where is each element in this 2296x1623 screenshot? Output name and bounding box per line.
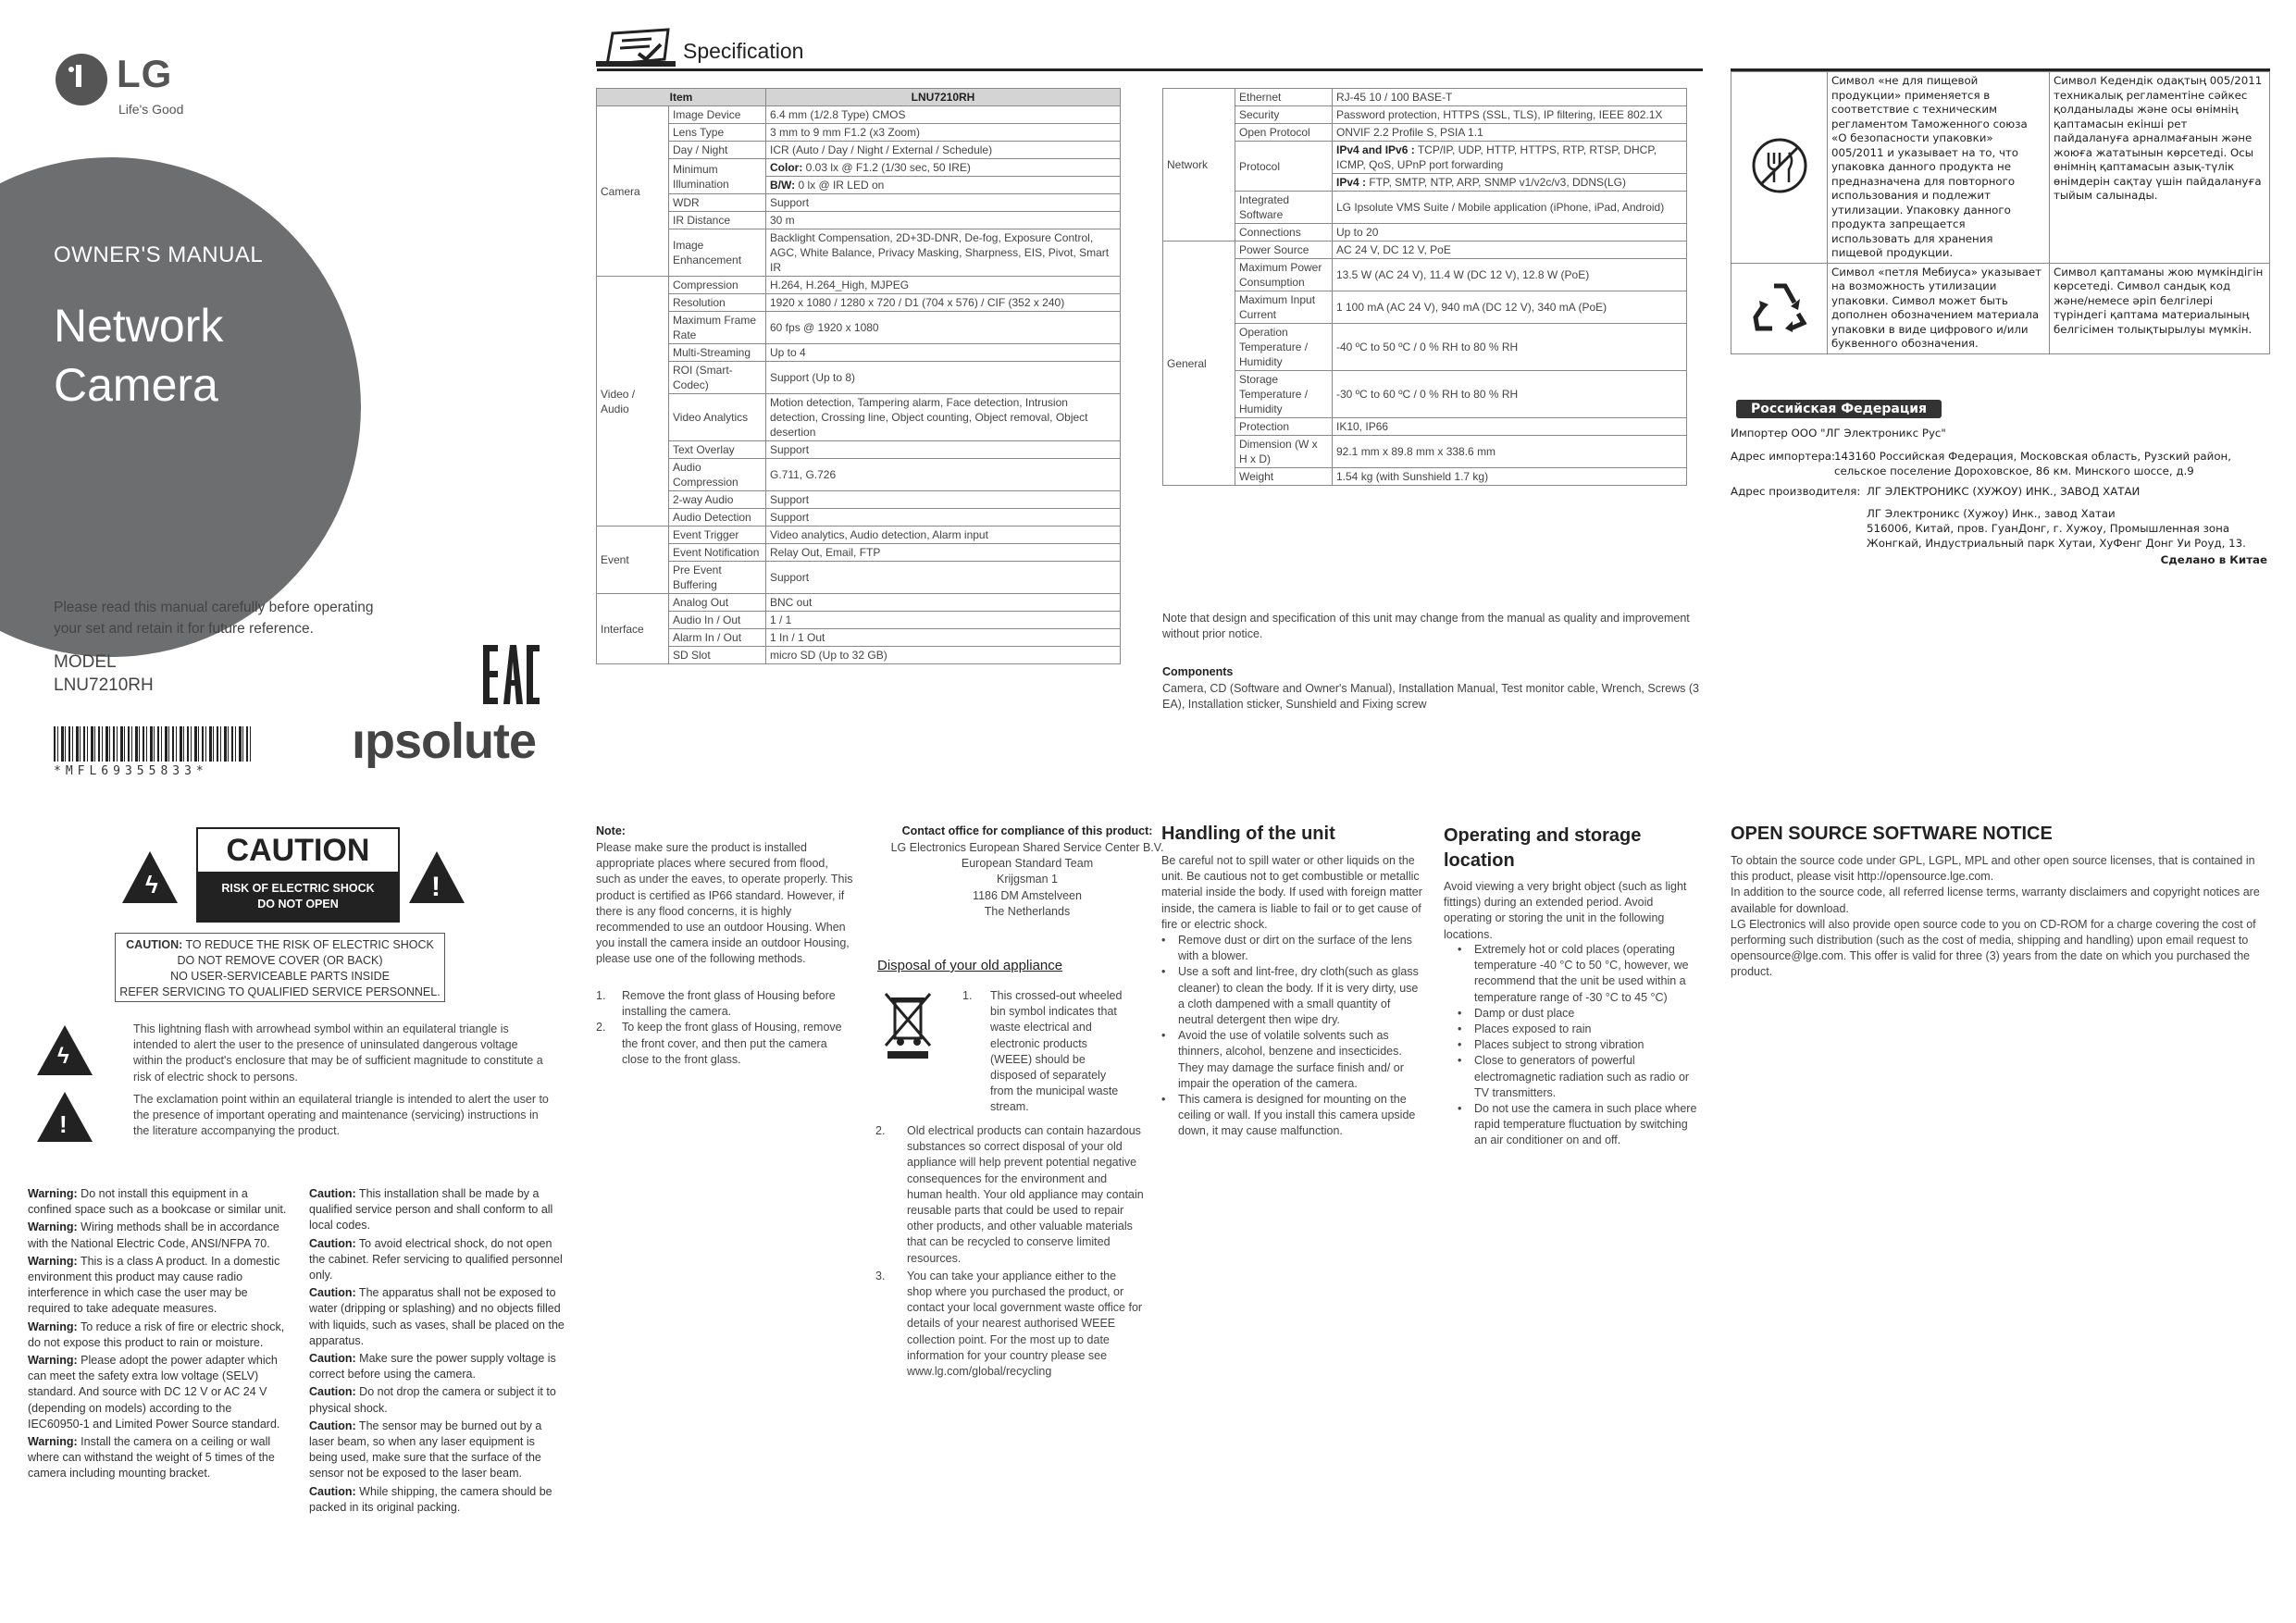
spec-value: Support	[766, 491, 1121, 509]
spec-value: B/W: 0 lx @ IR LED on	[766, 177, 1121, 194]
spec-value: IK10, IP66	[1333, 418, 1687, 436]
barcode-number: *MFL69355833*	[54, 764, 208, 778]
warning-item-text: Install the camera on a ceiling or wall where can withstand the weight of 5 times of the camera including mounting bracket.	[28, 1435, 275, 1481]
spec-label: Event Notification	[669, 544, 766, 562]
spec-value: IPv4 : FTP, SMTP, NTP, ARP, SNMP v1/v2c/v3, DDNS(LG)	[1333, 174, 1687, 192]
barcode-icon	[54, 726, 253, 762]
spec-row	[1163, 124, 1687, 142]
warning-item-keyword: Warning:	[28, 1254, 78, 1268]
spec-row	[597, 312, 1121, 344]
spec-label: Pre Event Buffering	[669, 562, 766, 594]
disposal-item-2: 2. Old electrical products can contain hazardous substances so correct disposal of your old appliance will help prevent potential negative consequences for the environment and human health. Your old appliance may contain reusable parts that could be used to repair other products, and other valuable materials that can be recycled to conserve limited resources.	[875, 1124, 1144, 1265]
warning-item	[28, 1254, 289, 1318]
spec-value: Support	[766, 509, 1121, 527]
spec-label: Protocol	[1235, 142, 1333, 192]
warning-item	[28, 1434, 289, 1482]
spec-row	[597, 612, 1121, 629]
not-food-cell	[1731, 72, 1828, 264]
spec-value: Support (Up to 8)	[766, 362, 1121, 394]
spec-label: Event Trigger	[669, 527, 766, 544]
contact-line: LG Electronics European Shared Service Center B.V.	[890, 841, 1164, 854]
product-name-line2: Camera	[54, 359, 218, 411]
spec-value: ICR (Auto / Day / Night / External / Schedule)	[766, 142, 1121, 159]
spec-value: Color: 0.03 lx @ F1.2 (1/30 sec, 50 IRE)	[766, 159, 1121, 177]
spec-value: 1 100 mA (AC 24 V), 940 mA (DC 12 V), 340 mA (PoE)	[1333, 291, 1687, 324]
spec-value: H.264, H.264_High, MJPEG	[766, 277, 1121, 294]
spec-label: Open Protocol	[1235, 124, 1333, 142]
spec-label: 2-way Audio	[669, 491, 766, 509]
oss-text: To obtain the source code under GPL, LGPL, MPL and other open source licenses, that is contained in this product, please visit http://opensource.lge.com. In addition to the source code, all referred license terms, warranty disclaimers and copyright notices are available for download. LG Electronics will also provide open source code to you on CD-ROM for a charge covering the cost of performing such distribution (such as the cost of media, shipping and handling) upon email request to opensource@lge.com. This offer is valid for three (3) years from the date on which you purchased the product.	[1731, 854, 2260, 979]
warning-item-keyword: Warning:	[28, 1319, 78, 1333]
spec-value: 92.1 mm x 89.8 mm x 338.6 mm	[1333, 436, 1687, 468]
spec-row	[1163, 224, 1687, 242]
spec-row	[1163, 436, 1687, 468]
spec-row	[597, 509, 1121, 527]
spec-label: Day / Night	[669, 142, 766, 159]
warning-item	[28, 1319, 289, 1351]
caution-item	[309, 1384, 565, 1416]
importer-address-label: Адрес импортера:	[1731, 450, 1836, 463]
spec-label: Connections	[1235, 224, 1333, 242]
spec-row	[597, 629, 1121, 647]
caution-item-keyword: Caution:	[309, 1419, 356, 1432]
spec-group: Event	[597, 527, 669, 594]
caution-item-keyword: Caution:	[309, 1286, 356, 1300]
exclamation-mark-icon: !	[431, 872, 441, 902]
warning-item-text: Wiring methods shall be in accordance with the National Electric Code, ANSI/NFPA 70.	[28, 1220, 279, 1250]
ipsolute-logo: ıpsolute	[352, 713, 537, 769]
spec-value: 30 m	[766, 212, 1121, 229]
caution-item	[309, 1285, 565, 1349]
spec-value: 1 In / 1 Out	[766, 629, 1121, 647]
spec-row	[1163, 468, 1687, 486]
caution-item-text: The sensor may be burned out by a laser beam, so when any laser equipment is being used, make sure that the surface of the sensor not be exposed to the laser beam.	[309, 1419, 542, 1481]
spec-value: 3 mm to 9 mm F1.2 (x3 Zoom)	[766, 124, 1121, 142]
importer-address: 143160 Российская Федерация, Московская область, Рузский район, сельское поселение Дороховское, 86 км. Минского шоссе, д.9	[1834, 450, 2232, 477]
mobius-loop-icon	[1750, 279, 1809, 334]
spec-value: RJ-45 10 / 100 BASE-T	[1333, 89, 1687, 106]
spec-label: Multi-Streaming	[669, 344, 766, 362]
spec-label: Dimension (W x H x D)	[1235, 436, 1333, 468]
spec-label: Weight	[1235, 468, 1333, 486]
manufacturer-name: ЛГ ЭЛЕКТРОНИКС (ХУЖОУ) ИНК., ЗАВОД ХАТАИ	[1867, 485, 2141, 498]
spec-group: Network	[1163, 89, 1235, 242]
spec-label: Audio In / Out	[669, 612, 766, 629]
handling-item: • This camera is designed for mounting on the ceiling or wall. If you install this camera upside down, it may cause malfunction.	[1161, 1092, 1421, 1140]
operating-item: • Places subject to strong vibration	[1458, 1037, 1703, 1053]
importer: Импортер ООО "ЛГ Электроникс Рус"	[1731, 427, 1946, 440]
operating-item: • Places exposed to rain	[1458, 1022, 1703, 1037]
contact-line: The Netherlands	[984, 904, 1071, 918]
warning-item	[28, 1353, 289, 1432]
spec-row	[597, 212, 1121, 229]
spec-value: Up to 4	[766, 344, 1121, 362]
spec-row	[597, 124, 1121, 142]
cautions-column	[309, 1186, 565, 1518]
contact-line: 1186 DM Amstelveen	[973, 888, 1082, 902]
caution-item	[309, 1351, 565, 1382]
spec-value: -40 ºC to 50 ºC / 0 % RH to 80 % RH	[1333, 324, 1687, 371]
spec-label: Text Overlay	[669, 441, 766, 459]
spec-group: General	[1163, 242, 1235, 486]
spec-row	[1163, 291, 1687, 324]
spec-label: Maximum Power Consumption	[1235, 259, 1333, 291]
spec-value: Backlight Compensation, 2D+3D-DNR, De-fog, Exposure Control, AGC, White Balance, Privacy Masking, Sharpness, EIS, Pivot, Smart IR	[766, 229, 1121, 277]
spec-row	[597, 491, 1121, 509]
spec-label: Power Source	[1235, 242, 1333, 259]
brand-tagline: Life's Good	[118, 102, 184, 117]
spec-row	[1163, 192, 1687, 224]
warning-item-text: Do not install this equipment in a confined space such as a bookcase or similar unit.	[28, 1187, 287, 1217]
spec-label: Resolution	[669, 294, 766, 312]
spec-row	[1163, 371, 1687, 418]
warning-item	[28, 1186, 289, 1218]
spec-label: ROI (Smart-Codec)	[669, 362, 766, 394]
spec-label: Maximum Frame Rate	[669, 312, 766, 344]
not-food-text-kz: Символ Кедендік одақтың 005/2011 техникалық регламентіне сәйкес қолданылады және осы өнімнің қаптамасын екінші рет пайдалануға арналмағанын және жоюға жататынын көрсетеді. Осы өнімнің қаптамасын азық-түлік өнімдерін сақтау үшін пайдалануға тыйым салынады.	[2050, 72, 2270, 264]
disposal-item-1: 1. This crossed-out wheeled bin symbol indicates that waste electrical and electronic products (WEEE) should be disposed of separately from the municipal waste stream.	[962, 989, 1123, 1114]
spec-row	[597, 294, 1121, 312]
spec-row	[597, 562, 1121, 594]
warning-item-keyword: Warning:	[28, 1435, 78, 1449]
spec-value: Password protection, HTTPS (SSL, TLS), IP filtering, IEEE 802.1X	[1333, 106, 1687, 124]
col-item: Item	[597, 89, 766, 106]
brand-logo-text: LG	[117, 52, 173, 95]
handling-intro: Be careful not to spill water or other liquids on the unit. Be cautious not to get combustible or metallic material inside the body. If used with foreign matter inside, the camera is liable to fail or to get cause of fire or electric shock.	[1161, 854, 1422, 931]
caution-label	[196, 827, 400, 923]
spec-row	[1163, 418, 1687, 436]
spec-value: Support	[766, 194, 1121, 212]
spec-label: WDR	[669, 194, 766, 212]
exclamation-symbol-mark-icon: !	[59, 1110, 68, 1138]
spec-label: Audio Compression	[669, 459, 766, 491]
model-label: MODEL	[54, 652, 117, 672]
lightning-bolt-icon: ϟ	[145, 871, 158, 898]
spec-row	[597, 459, 1121, 491]
manufacturer-line4: Жонгкай, Индустриальный парк Хутаи, ХуФенг Донг Уи Роуд, 13.	[1867, 537, 2246, 550]
spec-value: Support	[766, 441, 1121, 459]
caution-heading: CAUTION	[198, 829, 398, 872]
operating-item: • Extremely hot or cold places (operating temperature -40 °C to 50 °C, however, we recommend that the unit be used within a temperature range of -30 °C to 45 °C)	[1458, 942, 1703, 1006]
spec-row	[1163, 259, 1687, 291]
spec-value: IPv4 and IPv6 : TCP/IP, UDP, HTTP, HTTPS, RTP, RTSP, DHCP, ICMP, QoS, UPnP port forwarding	[1333, 142, 1687, 174]
handling-item: • Use a soft and lint-free, dry cloth(such as glass cleaner) to clean the body. If it is very dirty, use a cloth dampened with a small quantity of neutral detergent then wipe dry.	[1161, 964, 1421, 1028]
spec-table-left	[596, 88, 1121, 664]
spec-label: SD Slot	[669, 647, 766, 664]
lightning-symbol-bolt-icon: ϟ	[57, 1044, 69, 1069]
spec-value: Up to 20	[1333, 224, 1687, 242]
spec-change-note: Note that design and specification of this unit may change from the manual as quality and improvement without prior notice.	[1162, 612, 1690, 641]
spec-label: Compression	[669, 277, 766, 294]
spec-group: Video / Audio	[597, 277, 669, 527]
spec-value: G.711, G.726	[766, 459, 1121, 491]
contact-line: Krijgsman 1	[997, 873, 1058, 886]
spec-row	[1163, 142, 1687, 174]
operating-item: • Do not use the camera in such place where rapid temperature fluctuation by switching an air conditioner on and off.	[1458, 1101, 1703, 1149]
read-instruction: Please read this manual carefully before operating your set and retain it for future reference.	[54, 600, 374, 637]
components-text: Camera, CD (Software and Owner's Manual), Installation Manual, Test monitor cable, Wrench, Screws (3 EA), Installation sticker, Sunshield and Fixing screw	[1162, 682, 1699, 712]
manual-title: OWNER'S MANUAL	[54, 242, 264, 267]
spec-value: Video analytics, Audio detection, Alarm input	[766, 527, 1121, 544]
lightning-explanation: This lightning flash with arrowhead symbol within an equilateral triangle is intended to alert the user to the presence of uninsulated dangerous voltage within the product's enclosure that may be of sufficient magnitude to constitute a risk of electric shock to persons.	[133, 1022, 543, 1084]
disposal-item-3: 3. You can take your appliance either to the shop where you purchased the product, or contact your local government waste office for details of your nearest authorised WEEE collection point. For the most up to date information for your country please see www.lg.com/global/recycling	[875, 1269, 1143, 1379]
caution-item-keyword: Caution:	[309, 1187, 356, 1200]
handling-list	[1161, 933, 1421, 1140]
spec-label: Lens Type	[669, 124, 766, 142]
caution-box-line: CAUTION: TO REDUCE THE RISK OF ELECTRIC SHOCK	[126, 938, 434, 951]
spec-value: 1.54 kg (with Sunshield 1.7 kg)	[1333, 468, 1687, 486]
spec-row	[597, 544, 1121, 562]
product-name-line1: Network	[54, 300, 224, 352]
spec-row	[597, 277, 1121, 294]
operating-title: Operating and storage location	[1444, 825, 1642, 871]
spec-label: Ethernet	[1235, 89, 1333, 106]
spec-row	[1163, 324, 1687, 371]
spec-label: Security	[1235, 106, 1333, 124]
spec-value: 60 fps @ 1920 x 1080	[766, 312, 1121, 344]
spec-label: Protection	[1235, 418, 1333, 436]
spec-row	[597, 159, 1121, 177]
caution-item-text: The apparatus shall not be exposed to water (dripping or splashing) and no objects filled with liquids, such as vases, shall be placed on the apparatus.	[309, 1286, 565, 1347]
spec-label: Image Enhancement	[669, 229, 766, 277]
spec-value: 13.5 W (AC 24 V), 11.4 W (DC 12 V), 12.8 W (PoE)	[1333, 259, 1687, 291]
not-food-text-ru: Символ «не для пищевой продукции» применяется в соответствие с техническим регламентом Таможенного союза «О безопасности упаковки» 005/2011 и указывает на то, что упаковка данного продукта не предназначена для повторного использования и подлежит утилизации. Упаковку данного продукта запрещается использовать для хранения пищевой продукции.	[1828, 72, 2050, 264]
note-item: 2. To keep the front glass of Housing, remove the front cover, and then put the camera close to the front glass.	[596, 1021, 842, 1066]
specification-title: Specification	[683, 39, 804, 63]
caution-text-box	[115, 933, 445, 1002]
spec-value: LG Ipsolute VMS Suite / Mobile application (iPhone, iPad, Android)	[1333, 192, 1687, 224]
title-divider	[597, 68, 1703, 71]
caution-box-line: NO USER-SERVICEABLE PARTS INSIDE	[170, 970, 390, 983]
spec-group: Interface	[597, 594, 669, 664]
contact-title: Contact office for compliance of this product:	[901, 824, 1153, 837]
col-model: LNU7210RH	[766, 89, 1121, 106]
spec-label: Analog Out	[669, 594, 766, 612]
caution-item	[309, 1186, 565, 1234]
mobius-text-ru: Символ «петля Мебиуса» указывает на возможность утилизации упаковки. Символ может быть дополнен обозначением материала упаковки в виде цифрового и/или буквенного обозначения.	[1828, 263, 2050, 353]
caution-sub-line2: DO NOT OPEN	[257, 898, 339, 911]
spec-label: Maximum Input Current	[1235, 291, 1333, 324]
caution-item-text: This installation shall be made by a qualified service person and shall conform to all local codes.	[309, 1187, 553, 1233]
spec-label: Minimum Illumination	[669, 159, 766, 194]
note-list	[596, 988, 855, 1068]
spec-row	[597, 441, 1121, 459]
spec-value: AC 24 V, DC 12 V, PoE	[1333, 242, 1687, 259]
mobius-cell	[1731, 263, 1828, 353]
caution-box-line: DO NOT REMOVE COVER (OR BACK)	[177, 954, 383, 967]
warning-item-text: To reduce a risk of fire or electric shock, do not expose this product to rain or moisture.	[28, 1319, 285, 1349]
manufacturer-label: Адрес производителя:	[1731, 485, 1861, 498]
operating-list	[1458, 942, 1703, 1149]
warning-item-text: This is a class A product. In a domestic environment this product may cause radio interference in which case the user may be required to take adequate measures.	[28, 1254, 280, 1316]
spec-row	[597, 527, 1121, 544]
made-in: Сделано в Китае	[2160, 553, 2267, 566]
warning-item-text: Please adopt the power adapter which can meet the safety extra low voltage (SELV) standard. And source with DC 12 V or AC 24 V (depending on models) according to the IEC60950-1 and Limited Power Source standard.	[28, 1354, 280, 1431]
caution-item-keyword: Caution:	[309, 1236, 356, 1250]
not-for-food-icon	[1750, 136, 1809, 195]
caution-item-text: Make sure the power supply voltage is correct before using the camera.	[309, 1352, 556, 1381]
russia-symbols-table	[1731, 71, 2270, 354]
disposal-title: Disposal of your old appliance	[877, 958, 1063, 973]
caution-item	[309, 1236, 565, 1284]
spec-row	[597, 142, 1121, 159]
caution-item-keyword: Caution:	[309, 1352, 356, 1366]
lg-logo-icon	[56, 54, 107, 105]
spec-label: Video Analytics	[669, 394, 766, 441]
caution-item-keyword: Caution:	[309, 1484, 356, 1498]
spec-label: Alarm In / Out	[669, 629, 766, 647]
caution-item-text: Do not drop the camera or subject it to physical shock.	[309, 1385, 556, 1415]
operating-item: • Damp or dust place	[1458, 1006, 1703, 1022]
contact-address	[879, 840, 1175, 920]
spec-row	[597, 362, 1121, 394]
specification-icon	[596, 28, 676, 68]
spec-group: Camera	[597, 106, 669, 277]
handling-item: • Remove dust or dirt on the surface of the lens with a blower.	[1161, 933, 1421, 964]
spec-row	[1163, 242, 1687, 259]
spec-label: Operation Temperature / Humidity	[1235, 324, 1333, 371]
spec-value: Motion detection, Tampering alarm, Face detection, Intrusion detection, Crossing line, Object counting, Object removal, Object desertion	[766, 394, 1121, 441]
note-text: Please make sure the product is installed appropriate places where secured from flood, such as under the eaves, to operate properly. This product is certified as IP66 standard. However, if there is any flood concerns, it is highly recommended to use an outdoor Housing. When you install the camera inside an outdoor Housing, please use one of the following methods.	[596, 841, 853, 966]
mobius-text-kz: Символ қаптаманы жою мүмкіндігін көрсетеді. Символ сандық код және/немесе әріп белгілері түріндегі қаптама материалының белгісімен толықтырылуы мүмкін.	[2050, 263, 2270, 353]
spec-value: 6.4 mm (1/2.8 Type) CMOS	[766, 106, 1121, 124]
spec-value: -30 ºC to 60 ºC / 0 % RH to 80 % RH	[1333, 371, 1687, 418]
caution-item-text: While shipping, the camera should be packed in its original packing.	[309, 1484, 552, 1514]
spec-row	[1163, 106, 1687, 124]
warning-item-keyword: Warning:	[28, 1220, 78, 1234]
spec-row	[597, 344, 1121, 362]
manufacturer-line3: 516006, Китай, пров. ГуанДонг, г. Хужоу, Промышленная зона	[1867, 522, 2230, 535]
spec-value: Support	[766, 562, 1121, 594]
caution-item	[309, 1419, 565, 1482]
crossed-bin-icon	[884, 992, 932, 1062]
model-number: LNU7210RH	[54, 675, 154, 695]
spec-label: Integrated Software	[1235, 192, 1333, 224]
caution-item	[309, 1484, 565, 1516]
eac-mark-icon	[481, 643, 541, 708]
operating-item: • Close to generators of powerful electromagnetic radiation such as radio or TV transmitters.	[1458, 1053, 1703, 1101]
product-name	[54, 296, 223, 415]
spec-label: Image Device	[669, 106, 766, 124]
spec-value: BNC out	[766, 594, 1121, 612]
components-title: Components	[1162, 665, 1234, 678]
note-item: 1. Remove the front glass of Housing before installing the camera.	[596, 989, 836, 1019]
spec-label: IR Distance	[669, 212, 766, 229]
manufacturer-line2: ЛГ Электроникс (Хужоу) Инк., завод Хатаи	[1867, 507, 2116, 520]
spec-label: Storage Temperature / Humidity	[1235, 371, 1333, 418]
oss-title: OPEN SOURCE SOFTWARE NOTICE	[1731, 824, 2053, 844]
spec-row	[597, 594, 1121, 612]
spec-table-right	[1162, 88, 1687, 486]
handling-title: Handling of the unit	[1161, 824, 1335, 844]
spec-value: Relay Out, Email, FTP	[766, 544, 1121, 562]
warning-item-keyword: Warning:	[28, 1187, 78, 1200]
warnings-column	[28, 1186, 289, 1484]
warning-item	[28, 1220, 289, 1251]
spec-value: 1920 x 1080 / 1280 x 720 / D1 (704 x 576) / CIF (352 x 240)	[766, 294, 1121, 312]
spec-row	[597, 106, 1121, 124]
spec-value: ONVIF 2.2 Profile S, PSIA 1.1	[1333, 124, 1687, 142]
caution-item-text: To avoid electrical shock, do not open the cabinet. Refer servicing to qualified personnel only.	[309, 1236, 563, 1282]
caution-box-line: REFER SERVICING TO QUALIFIED SERVICE PERSONNEL.	[119, 985, 441, 998]
spec-row	[1163, 89, 1687, 106]
spec-row	[597, 229, 1121, 277]
spec-value: 1 / 1	[766, 612, 1121, 629]
spec-value: micro SD (Up to 32 GB)	[766, 647, 1121, 664]
caution-sub-line1: RISK OF ELECTRIC SHOCK	[221, 882, 375, 895]
note-title: Note:	[596, 824, 626, 837]
operating-intro: Avoid viewing a very bright object (such as light fittings) during an extended period. Avoid operating or storing the unit in the following locations.	[1444, 880, 1687, 941]
handling-item: • Avoid the use of volatile solvents such as thinners, alcohol, benzene and insecticides. They may damage the surface finish and/ or impair the operation of the camera.	[1161, 1028, 1421, 1092]
contact-line: European Standard Team	[961, 857, 1094, 871]
exclamation-explanation: The exclamation point within an equilateral triangle is intended to alert the user to the presence of important operating and maintenance (servicing) instructions in the literature accompanying the product.	[133, 1093, 549, 1138]
russia-badge: Российская Федерация	[1736, 400, 1942, 418]
spec-label: Audio Detection	[669, 509, 766, 527]
caution-subheading	[198, 872, 398, 923]
spec-row	[597, 647, 1121, 664]
spec-row	[597, 194, 1121, 212]
caution-item-keyword: Caution:	[309, 1385, 356, 1399]
warning-item-keyword: Warning:	[28, 1354, 78, 1368]
spec-row	[597, 394, 1121, 441]
